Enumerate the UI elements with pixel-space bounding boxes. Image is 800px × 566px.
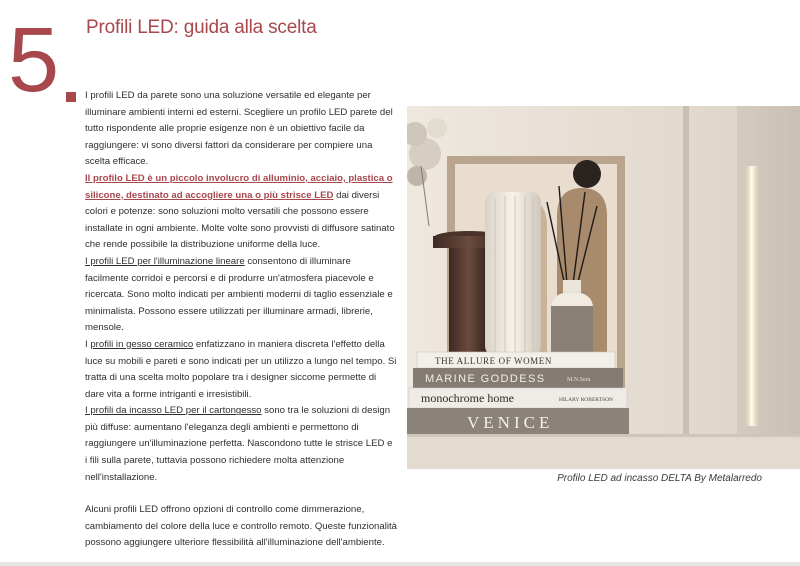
intro-paragraph: I profili LED da parete sono una soluzione versatile ed elegante per illuminare ambienti interni ed esterni. Scegliere un profilo LED parete del tutto rispondente alle proprie esigenze non è un obiettivo facile da raggiungere: vi sono diversi fattori da considerare per compiere una scelta efficace.	[85, 90, 393, 168]
book-3-title: monochrome home	[421, 391, 514, 405]
book-2-title: MARINE GODDESS	[425, 373, 546, 385]
shelf-edge	[407, 434, 800, 437]
chapter-dot	[66, 92, 76, 102]
definition-highlight[interactable]: Il profilo LED è un piccolo involucro di alluminio, acciaio, plastica o silicone, destinato ad accogliere una o più strisce LED	[85, 172, 393, 201]
page-title: Profili LED: guida alla scelta	[86, 17, 317, 38]
shelf	[407, 434, 800, 469]
book-2-author: M.N.Sera	[567, 377, 591, 383]
linear-link[interactable]: I profili LED per l'illuminazione lineare	[85, 255, 245, 267]
linear-paragraph	[85, 254, 397, 337]
gesso-prefix: I	[85, 338, 91, 350]
photo-illustration	[407, 106, 800, 469]
book-4-title: VENICE	[467, 413, 554, 432]
definition-rest: dai diversi colori e potenze: sono soluzioni molto versatili che possono essere installate in ogni ambiente. Molte volte sono provvisti di diffusore satinato che rende possibile la distribuzione uniforme della luce.	[85, 189, 395, 251]
incasso-paragraph	[85, 403, 397, 486]
chapter-number: 5	[8, 9, 58, 111]
led-strip	[750, 166, 753, 426]
book-stack	[407, 352, 629, 434]
product-photo	[407, 106, 800, 469]
paragraph-gap	[85, 486, 397, 502]
photo-caption: Profilo LED ad incasso DELTA By Metalarredo	[557, 473, 762, 484]
artwork-circle	[573, 160, 601, 188]
body-text	[85, 88, 397, 552]
book-1-title: THE ALLURE OF WOMEN	[435, 356, 552, 366]
gesso-rest: enfatizzano in maniera discreta l'effetto della luce su mobili e pareti e sono indicati per un utilizzo a lungo nel tempo. Si tratta di una scelta molto popolare tra i designer siccome permette di dare vita a forme intriganti e irresistibili.	[85, 338, 397, 400]
fluted-vase	[485, 192, 541, 356]
gesso-link[interactable]: profili in gesso ceramico	[90, 338, 194, 350]
definition-paragraph	[85, 171, 397, 254]
page-bottom-rule	[0, 562, 800, 566]
gesso-paragraph	[85, 337, 397, 403]
closing-paragraph: Alcuni profili LED offrono opzioni di controllo come dimmerazione, cambiamento del colore della luce e controllo remoto. Queste funzionalità possono aggiungere ulteriore flessibilità all'illuminazione dell'ambiente.	[85, 504, 397, 549]
book-3-author: HILARY ROBERTSON	[559, 397, 614, 403]
incasso-link[interactable]: I profili da incasso LED per il cartongesso	[85, 405, 262, 417]
linear-rest: consentono di illuminare facilmente corridoi e percorsi e di produrre un'atmosfera piacevole e ricercata. Sono molto indicati per ambienti moderni di taglio essenziale e minimalista. Possono essere utilizzati per illuminare armadi, librerie, mensole.	[85, 255, 393, 334]
incasso-rest: sono tra le soluzioni di design più diffuse: aumentano l'eleganza degli ambienti e permettono di raggiungere un'illuminazione perfetta. Nascondono tutte le strisce LED e i fili sulla parete, tuttavia possono richiedere molta attenzione nell'installazione.	[85, 405, 393, 483]
wall-corner	[683, 106, 689, 469]
